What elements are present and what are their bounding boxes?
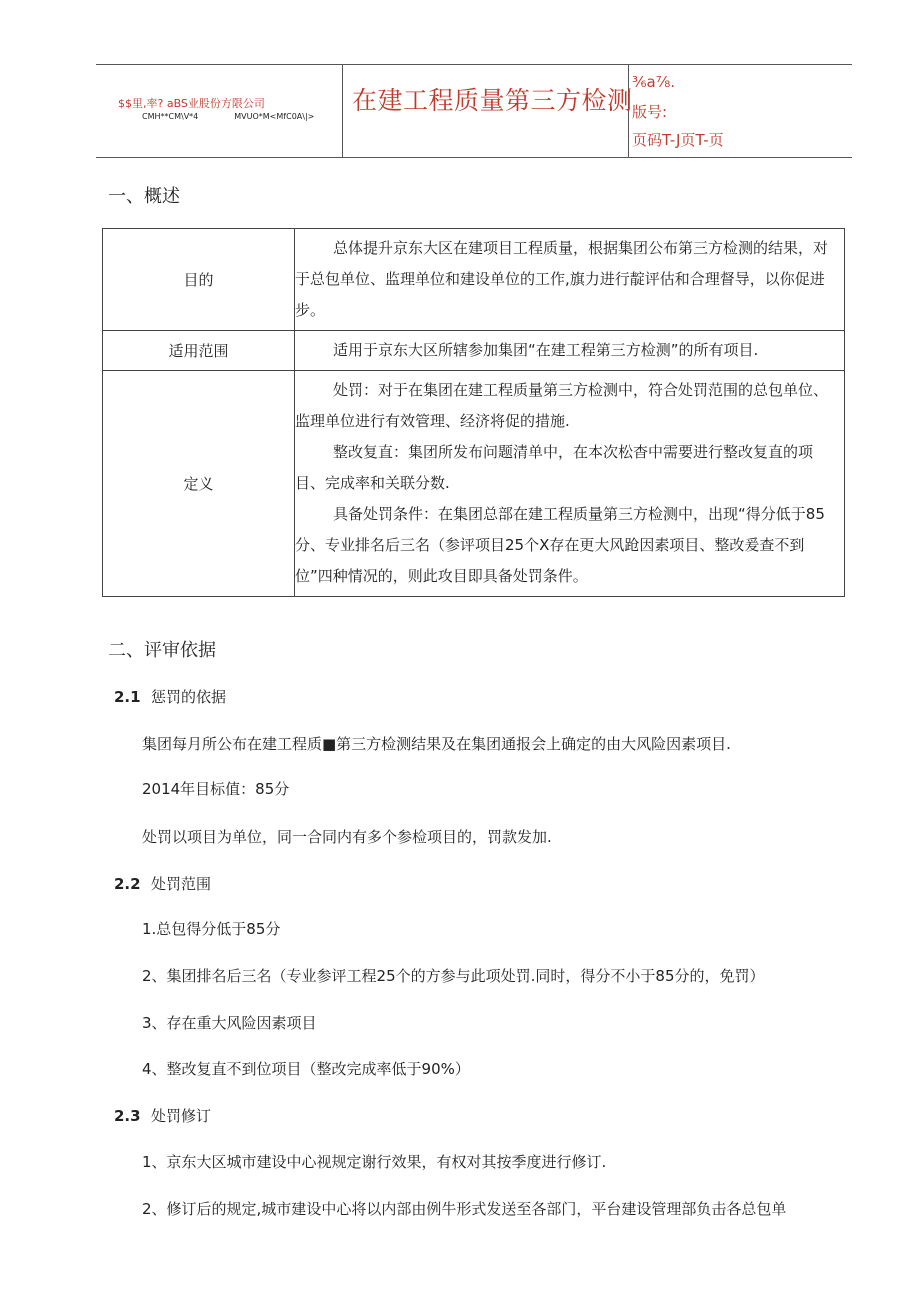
row-content: 适用于京东大区所辖参加集团“在建工程第三方检测”的所有项目. [295,331,845,371]
row-label: 适用范围 [103,331,295,371]
company-subtitle: CMH**CM\V*4 MVUO*M<MfC0A\|> [142,112,315,121]
subsection-heading: 2.3 处罚修订 [114,1107,212,1125]
section-heading-overview: 一、概述 [108,186,180,207]
paragraph: 集团每月所公布在建工程质■第三方检测结果及在集团通报会上确定的由大风险因素项目. [142,735,731,753]
list-item: 1、京东大区城市建设中心视规定谢行效果，有权对其按季度进行修订. [142,1153,607,1171]
list-item: 3、存在重大风险因素项目 [142,1014,317,1032]
subsection-heading: 2.2 处罚范围 [114,875,212,893]
document-header [96,64,852,158]
page-number: 页码T-J页T-页 [632,131,724,149]
list-item: 4、整改复直不到位项目（整改完成率低于90%） [142,1060,470,1078]
list-item: 2、集团排名后三名（专业参评工程25个的方参与此项处罚.同时，得分不小于85分的，免罚） [142,967,765,985]
header-divider [342,65,343,157]
version-label: 版号: [632,103,668,121]
paragraph: 2014年目标值：85分 [142,780,290,798]
company-name: $$里,率? aBS业股份方限公司 [118,97,265,110]
section-heading-basis: 二、评审依据 [108,640,216,661]
list-item: 2、修订后的规定,城市建设中心将以内部由例牛形式发送至各部门，平台建设管理部负击各总包单 [142,1200,787,1218]
row-content: 处罚：对于在集团在建工程质量第三方检测中，符合处罚范围的总包单位、监理单位进行有效管理、经济将促的措施. 整改复直：集团所发布问题清单中，在本次松杳中需要进行整改复直的项目、完成率和关联分数. 具备处罚条件：在集团总部在建工程质量第三方检测中，出现“得分低于85分、专业排名后三名（参评项目25个X存在更大风跄因素项目、整改爰查不到位”四种情况的，则此攻目即具备处罚条件。 [295,371,845,597]
row-label: 定义 [103,371,295,597]
table-row [103,331,845,371]
table-row [103,371,845,597]
paragraph: 处罚以项目为单位，同一合同内有多个参检项目的，罚款发加. [142,828,552,846]
document-title: 在建工程质量第三方检测 [352,86,633,115]
doc-code: ³⁄₆a⁷⁄₈. [632,73,676,91]
overview-table [102,228,845,597]
subsection-heading: 2.1 惩罚的依据 [114,688,227,706]
row-label: 目的 [103,229,295,331]
table-row [103,229,845,331]
list-item: 1.总包得分低于85分 [142,920,281,938]
row-content: 总体提升京东大区在建项目工程质量，根据集团公布第三方检测的结果，对于总包单位、监理单位和建设单位的工作,旗力进行靛评估和合理督导，以你促进步。 [295,229,845,331]
